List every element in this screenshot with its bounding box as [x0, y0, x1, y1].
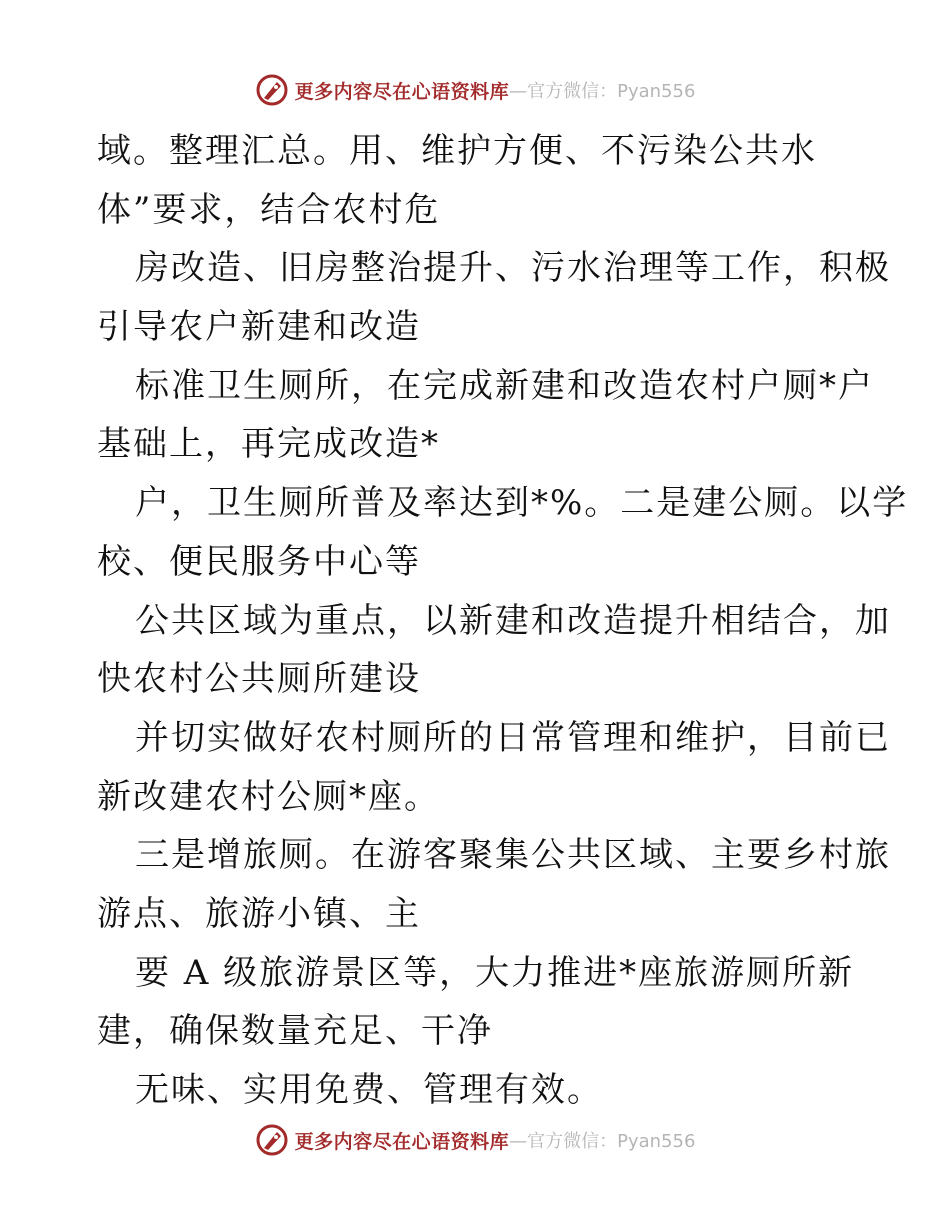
body-text-line: 要 A 级旅游景区等，大力推进*座旅游厕所新 [135, 952, 855, 993]
body-text-line: 户，卫生厕所普及率达到*%。二是建公厕。以学 [135, 483, 909, 524]
footer-watermark [0, 1120, 950, 1160]
watermark-suffix-text: —官方微信：Pyan556 [509, 81, 696, 102]
body-text-line: 基础上，再完成改造* [97, 424, 440, 465]
body-text-line: 域。整理汇总。用、维护方便、不污染公共水 [97, 131, 817, 171]
body-text-line: 新改建农村公厕*座。 [97, 776, 440, 817]
watermark-main-text: 更多内容尽在心语资料库 [294, 80, 510, 103]
body-text-line: 房改造、旧房整治提升、污水治理等工作，积极 [135, 248, 891, 289]
body-text-line: 三是增旅厕。在游客聚集公共区域、主要乡村旅 [135, 835, 891, 876]
body-text-line: 快农村公共厕所建设 [97, 659, 421, 700]
body-text-line: 体”要求，结合农村危 [97, 189, 441, 230]
body-text-line: 建，确保数量充足、干净 [97, 1011, 493, 1052]
body-text-line: 无味、实用免费、管理有效。 [135, 1070, 603, 1110]
pen-nib-logo-icon [255, 1123, 289, 1157]
body-text-line: 标准卫生厕所，在完成新建和改造农村户厕*户 [135, 365, 874, 406]
watermark-suffix-text: —官方微信：Pyan556 [509, 1131, 696, 1152]
body-text-line: 校、便民服务中心等 [97, 541, 421, 582]
body-text-line: 引导农户新建和改造 [97, 307, 421, 348]
body-text-line: 并切实做好农村厕所的日常管理和维护，目前已 [135, 717, 891, 758]
body-text-line: 游点、旅游小镇、主 [97, 893, 421, 934]
watermark-main-text: 更多内容尽在心语资料库 [294, 1130, 510, 1153]
document-body [97, 122, 909, 1120]
header-watermark [0, 70, 950, 110]
pen-nib-logo-icon [255, 73, 289, 107]
body-text-line: 公共区域为重点，以新建和改造提升相结合，加 [135, 600, 891, 641]
